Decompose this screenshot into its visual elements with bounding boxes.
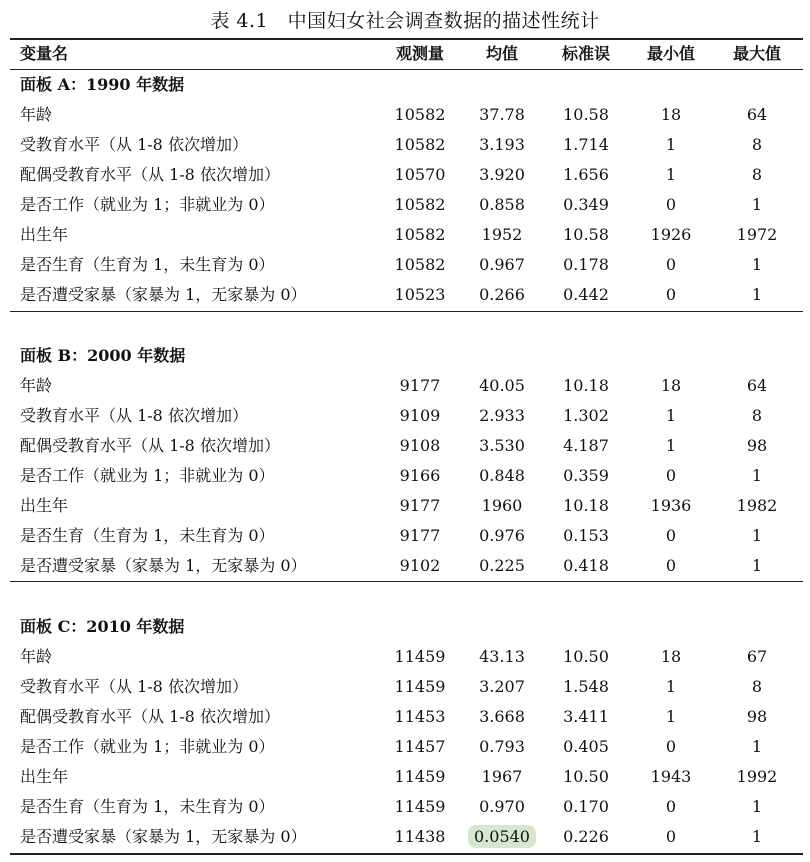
variable-name: 年龄 bbox=[20, 647, 53, 666]
variable-name: 受教育水平（从 1-8 依次增加） bbox=[20, 406, 248, 425]
observations: 11459 bbox=[394, 797, 446, 816]
std-error: 0.153 bbox=[563, 526, 609, 545]
variable-name: 年龄 bbox=[20, 105, 53, 124]
max: 1992 bbox=[736, 767, 778, 786]
mean-highlighted-cell bbox=[460, 822, 544, 852]
std-error: 0.170 bbox=[563, 797, 609, 816]
min: 1943 bbox=[650, 767, 692, 786]
min: 0 bbox=[665, 466, 677, 485]
max: 8 bbox=[751, 406, 763, 425]
std-error: 10.58 bbox=[563, 225, 609, 244]
variable-name: 出生年 bbox=[20, 496, 69, 515]
table-row bbox=[0, 551, 810, 581]
std-error: 1.656 bbox=[563, 165, 609, 184]
min: 0 bbox=[665, 285, 677, 304]
min: 1936 bbox=[650, 496, 692, 515]
mean: 3.530 bbox=[479, 436, 525, 455]
variable-name: 配偶受教育水平（从 1-8 依次增加） bbox=[20, 165, 280, 184]
mean: 43.13 bbox=[479, 647, 525, 666]
table-row bbox=[0, 130, 810, 160]
panel-b-title: 面板 B：2000 年数据 bbox=[20, 346, 186, 365]
observations: 11438 bbox=[394, 827, 446, 846]
observations: 9108 bbox=[399, 436, 441, 455]
max: 8 bbox=[751, 135, 763, 154]
min: 1926 bbox=[650, 225, 692, 244]
highlighted-mean-value: 0.0540 bbox=[468, 825, 536, 848]
max: 1 bbox=[751, 285, 763, 304]
mean: 0.967 bbox=[479, 255, 525, 274]
variable-name: 配偶受教育水平（从 1-8 依次增加） bbox=[20, 436, 280, 455]
max: 8 bbox=[751, 677, 763, 696]
header-mean: 均值 bbox=[485, 44, 518, 63]
mean: 0.225 bbox=[479, 556, 525, 575]
min: 0 bbox=[665, 255, 677, 274]
header-observations: 观测量 bbox=[395, 44, 444, 63]
table-row bbox=[0, 190, 810, 220]
variable-name: 是否生育（生育为 1，未生育为 0） bbox=[20, 255, 275, 274]
table-header bbox=[0, 39, 810, 69]
max: 1972 bbox=[736, 225, 778, 244]
std-error: 10.18 bbox=[563, 376, 609, 395]
observations: 9177 bbox=[399, 526, 441, 545]
max: 1 bbox=[751, 195, 763, 214]
mean: 40.05 bbox=[479, 376, 525, 395]
min: 18 bbox=[660, 376, 682, 395]
observations: 11459 bbox=[394, 767, 446, 786]
table-row bbox=[0, 732, 810, 762]
table-row bbox=[0, 491, 810, 521]
mean: 1952 bbox=[481, 225, 523, 244]
table-row bbox=[0, 461, 810, 491]
std-error: 0.349 bbox=[563, 195, 609, 214]
min: 18 bbox=[660, 105, 682, 124]
min: 1 bbox=[665, 677, 677, 696]
observations: 11459 bbox=[394, 647, 446, 666]
variable-name: 受教育水平（从 1-8 依次增加） bbox=[20, 135, 248, 154]
min: 0 bbox=[665, 737, 677, 756]
panel-a-title-row bbox=[0, 70, 810, 100]
max: 98 bbox=[746, 436, 768, 455]
max: 1 bbox=[751, 797, 763, 816]
min: 0 bbox=[665, 526, 677, 545]
variable-name: 是否遭受家暴（家暴为 1，无家暴为 0） bbox=[20, 285, 307, 304]
std-error: 3.411 bbox=[563, 707, 609, 726]
std-error: 10.50 bbox=[563, 767, 609, 786]
observations: 10582 bbox=[394, 135, 446, 154]
variable-name: 是否遭受家暴（家暴为 1，无家暴为 0） bbox=[20, 556, 307, 575]
std-error: 4.187 bbox=[563, 436, 609, 455]
max: 8 bbox=[751, 165, 763, 184]
mean: 0.976 bbox=[479, 526, 525, 545]
mean: 0.858 bbox=[479, 195, 525, 214]
table-row bbox=[0, 401, 810, 431]
observations: 10582 bbox=[394, 225, 446, 244]
variable-name: 受教育水平（从 1-8 依次增加） bbox=[20, 677, 248, 696]
max: 1 bbox=[751, 737, 763, 756]
header-max: 最大值 bbox=[732, 44, 781, 63]
header-variable-name: 变量名 bbox=[20, 44, 69, 63]
observations: 11457 bbox=[394, 737, 446, 756]
min: 0 bbox=[665, 195, 677, 214]
max: 1 bbox=[751, 255, 763, 274]
observations: 10570 bbox=[394, 165, 446, 184]
table-row bbox=[0, 792, 810, 822]
table-row bbox=[0, 371, 810, 401]
min: 0 bbox=[665, 827, 677, 846]
table-caption: 表 4.1 中国妇女社会调查数据的描述性统计 bbox=[210, 10, 600, 32]
variable-name: 是否工作（就业为 1；非就业为 0） bbox=[20, 466, 275, 485]
table-row bbox=[0, 431, 810, 461]
std-error: 0.442 bbox=[563, 285, 609, 304]
panel-c-title-row bbox=[0, 612, 810, 642]
panel-c-title: 面板 C：2010 年数据 bbox=[20, 617, 185, 636]
variable-name: 出生年 bbox=[20, 225, 69, 244]
min: 1 bbox=[665, 436, 677, 455]
variable-name: 出生年 bbox=[20, 767, 69, 786]
min: 0 bbox=[665, 556, 677, 575]
observations: 10523 bbox=[394, 285, 446, 304]
panel-b-bottom-rule bbox=[10, 581, 803, 582]
max: 1 bbox=[751, 556, 763, 575]
bottom-rule bbox=[10, 853, 803, 855]
min: 18 bbox=[660, 647, 682, 666]
observations: 10582 bbox=[394, 255, 446, 274]
table-row bbox=[0, 822, 810, 852]
table-row bbox=[0, 521, 810, 551]
mean: 0.793 bbox=[479, 737, 525, 756]
min: 0 bbox=[665, 797, 677, 816]
variable-name: 是否生育（生育为 1，未生育为 0） bbox=[20, 526, 275, 545]
table-row bbox=[0, 702, 810, 732]
min: 1 bbox=[665, 165, 677, 184]
observations: 9102 bbox=[399, 556, 441, 575]
variable-name: 年龄 bbox=[20, 376, 53, 395]
mean: 37.78 bbox=[479, 105, 525, 124]
std-error: 10.58 bbox=[563, 105, 609, 124]
mean: 3.207 bbox=[479, 677, 525, 696]
variable-name: 配偶受教育水平（从 1-8 依次增加） bbox=[20, 707, 280, 726]
std-error: 0.405 bbox=[563, 737, 609, 756]
std-error: 0.178 bbox=[563, 255, 609, 274]
std-error: 1.302 bbox=[563, 406, 609, 425]
observations: 10582 bbox=[394, 105, 446, 124]
variable-name: 是否工作（就业为 1；非就业为 0） bbox=[20, 195, 275, 214]
std-error: 1.714 bbox=[563, 135, 609, 154]
std-error: 10.50 bbox=[563, 647, 609, 666]
max: 1 bbox=[751, 827, 763, 846]
variable-name: 是否生育（生育为 1，未生育为 0） bbox=[20, 797, 275, 816]
max: 67 bbox=[746, 647, 768, 666]
table-row bbox=[0, 672, 810, 702]
min: 1 bbox=[665, 135, 677, 154]
header-std-error: 标准误 bbox=[561, 44, 610, 63]
mean: 3.920 bbox=[479, 165, 525, 184]
max: 1 bbox=[751, 526, 763, 545]
mean: 3.193 bbox=[479, 135, 525, 154]
mean: 0.970 bbox=[479, 797, 525, 816]
max: 98 bbox=[746, 707, 768, 726]
mean: 0.848 bbox=[479, 466, 525, 485]
std-error: 0.226 bbox=[563, 827, 609, 846]
table-row bbox=[0, 250, 810, 280]
observations: 9177 bbox=[399, 496, 441, 515]
variable-name: 是否工作（就业为 1；非就业为 0） bbox=[20, 737, 275, 756]
observations: 10582 bbox=[394, 195, 446, 214]
table-row bbox=[0, 100, 810, 130]
table-row bbox=[0, 642, 810, 672]
std-error: 1.548 bbox=[563, 677, 609, 696]
panel-a-bottom-rule bbox=[10, 311, 803, 312]
min: 1 bbox=[665, 406, 677, 425]
mean: 0.266 bbox=[479, 285, 525, 304]
header-min: 最小值 bbox=[646, 44, 695, 63]
mean: 1960 bbox=[481, 496, 523, 515]
variable-name: 是否遭受家暴（家暴为 1，无家暴为 0） bbox=[20, 827, 307, 846]
std-error: 0.418 bbox=[563, 556, 609, 575]
table-row bbox=[0, 280, 810, 310]
table-row bbox=[0, 220, 810, 250]
observations: 9109 bbox=[399, 406, 441, 425]
max: 1 bbox=[751, 466, 763, 485]
panel-b-title-row bbox=[0, 341, 810, 371]
mean: 1967 bbox=[481, 767, 523, 786]
panel-a-title: 面板 A：1990 年数据 bbox=[20, 75, 185, 94]
observations: 11459 bbox=[394, 677, 446, 696]
max: 1982 bbox=[736, 496, 778, 515]
std-error: 0.359 bbox=[563, 466, 609, 485]
min: 1 bbox=[665, 707, 677, 726]
mean: 2.933 bbox=[479, 406, 525, 425]
mean: 3.668 bbox=[479, 707, 525, 726]
table-row bbox=[0, 160, 810, 190]
observations: 11453 bbox=[394, 707, 446, 726]
max: 64 bbox=[746, 376, 768, 395]
observations: 9177 bbox=[399, 376, 441, 395]
observations: 9166 bbox=[399, 466, 441, 485]
max: 64 bbox=[746, 105, 768, 124]
table-row bbox=[0, 762, 810, 792]
std-error: 10.18 bbox=[563, 496, 609, 515]
